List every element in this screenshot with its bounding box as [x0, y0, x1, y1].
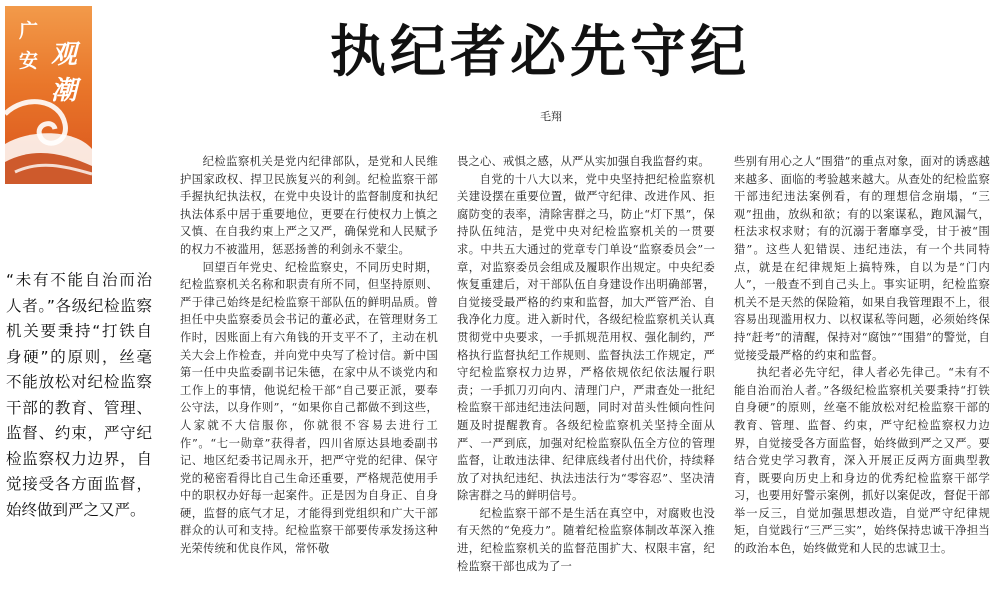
paragraph: 畏之心、戒惧之感，从严从实加强自我监督约束。: [457, 155, 710, 168]
article-author: 毛翔: [540, 110, 562, 123]
wave-graphic: [5, 74, 92, 184]
pull-quote: “未有不能自治而治人者。”各级纪检监察机关要秉持“打铁自身硬”的原则，丝毫不能放松对纪检监察干部的教育、管理、监督、约束，严守纪检监察权力边界，自觉接受各方面监督，始终做到严之又严。: [6, 271, 152, 519]
paragraph: 些别有用心之人“围猎”的重点对象，面对的诱惑越来越多、面临的考验越来越大。从查处的纪检监察干部违纪违法案例看，有的理想信念崩塌，“三观”扭曲，放纵和欲；有的以案谋私，跑风漏气，枉法求权求财；有的沉溺于奢靡享受，甘于被“围猎”。这些人犯错误、违纪违法，有一个共同特点，就是在纪律规矩上搞特殊，自以为是“门内人”，一般查不到自己头上。事实证明，纪检监察机关不是天然的保险箱，如果自我管理跟不上，很容易出现滥用权力、以权谋私等问题，必须始终保持“赶考”的清醒，保持对“腐蚀”“围猎”的警觉，自觉接受最严格的约束和监督。: [734, 155, 990, 362]
logo-char-2: 安: [19, 50, 39, 72]
article-title: 执纪者必先守纪: [330, 19, 750, 85]
paragraph: 执纪者必先守纪，律人者必先律己。“未有不能自治而治人者。”各级纪检监察机关要秉持“打铁自身硬”的原则，丝毫不能放松对纪检监察干部的教育、管理、监督、约束，严守纪检监察权力边界，自觉接受各方面监督，始终做到严之又严。要结合党史学习教育，深入开展正反两方面典型教育，既要向历史上和身边的优秀纪检监察干部学习，也要用好警示案例，抓好以案促改，督促干部举一反三，自觉加强思想改造，自觉严守纪律规矩，自觉践行“三严三实”，始终保持忠诚干净担当的政治本色，始终做党和人民的忠诚卫士。: [734, 366, 990, 556]
logo-char-3: 观: [51, 40, 78, 70]
paragraph: 回望百年党史、纪检监察史，不同历史时期，纪检监察机关名称和职责有所不同，但坚持原则、严于律己始终是纪检监察干部队伍的鲜明品质。曾担任中央监察委员会书记的董必武，在管理财务工作时，因账面上有六角钱的开支平不了，主动在机关大会上作检查，并向党中央写了检讨信。新中国第一任中央监委副书记朱德，在家中从不谈党内和工作上的事情，他说纪检干部“自己要正派，要奉公守法，以身作则”，“如果你自己都做不到这些，人家就不大信服你，你就很不容易去进行工作”。“七一勋章”获得者，四川省原达县地委副书记、地区纪委书记周永开，把严守党的纪律、保守党的秘密看得比自己生命还重要，严格规范使用手中的职权办好每一起案件。正是因为自身正、自身硬，监督的底气才足，才能得到党组织和广大干部群众的认可和支持。纪检监察干部要传承发扬这种光荣传统和优良作风，常怀敬: [180, 260, 438, 556]
guangan-guanchao-logo: [5, 6, 92, 184]
article-column-1: [180, 153, 438, 608]
paragraph: 纪检监察机关是党内纪律部队，是党和人民维护国家政权、捍卫民族复兴的利剑。纪检监察干部手握执纪执法权，在党中央设计的监督制度和执纪执法体系中居于重要地位，更要在行使权力上慎之又慎、在自我约束上严之又严，确保党和人民赋予的权力不被滥用，惩恶扬善的利剑永不蒙尘。: [180, 155, 438, 256]
article-column-3: [734, 153, 990, 608]
paragraph: 纪检监察干部不是生活在真空中，对腐败也没有天然的“免疫力”。随着纪检监察体制改革深入推进，纪检监察机关的监督范围扩大、权限丰富，纪检监察干部也成为了一: [457, 506, 715, 573]
logo-char-1: 广: [19, 20, 39, 42]
logo-char-4: 潮: [51, 76, 78, 106]
paragraph: 自党的十八大以来，党中央坚持把纪检监察机关建设摆在重要位置，做严守纪律、改进作风、拒腐防变的表率，清除害群之马，防止“灯下黑”，保持队伍纯洁，是党中央对纪检监察机关的一贯要求。中共五大通过的党章专门单设“监察委员会”一章，对监察委员会组成及履职作出规定。中央纪委恢复重建后，对干部队伍自身建设作出明确部署，自觉接受最严格的约束和监督，加大严管严治、自我净化力度。进入新时代，各级纪检监察机关认真贯彻党中央要求，一手抓规范用权、强化制约，严格执行监督执纪工作规则、监督执法工作规定，严守纪检监察权力边界，严格依规依纪依法履行职责；一手抓刀刃向内、清理门户，严肃查处一批纪检监察干部违纪违法问题，同时对苗头性倾向性问题及时提醒教育。各级纪检监察机关坚持全面从严、一严到底，加强对纪检监察队伍全方位的管理监督，让敢违法律、纪律底线者付出代价，持续释放了对执纪违纪、执法违法行为“零容忍”、坚决清除害群之马的鲜明信号。: [457, 172, 715, 503]
article-column-2: [457, 153, 715, 608]
